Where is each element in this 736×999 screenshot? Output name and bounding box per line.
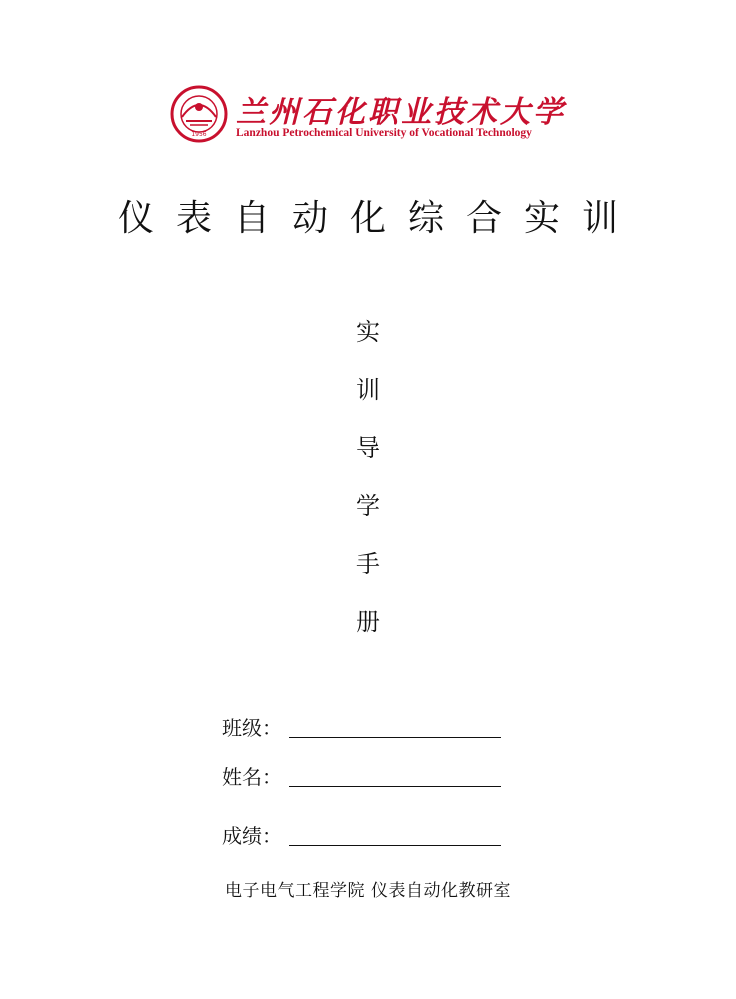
grade-label: 成绩：	[222, 824, 282, 848]
class-label: 班级：	[222, 716, 282, 740]
subtitle-char: 学	[356, 492, 380, 520]
svg-text:1956: 1956	[191, 131, 207, 138]
university-seal-icon	[170, 85, 228, 143]
document-title: 仪表自动化综合实训	[117, 198, 640, 239]
subtitle-char: 册	[356, 608, 380, 636]
grade-field[interactable]	[222, 820, 282, 849]
subtitle-char: 手	[356, 550, 380, 578]
name-blank-line[interactable]	[289, 786, 501, 787]
class-blank-line[interactable]	[289, 737, 501, 738]
name-label: 姓名：	[222, 765, 282, 789]
grade-blank-line[interactable]	[289, 845, 501, 846]
university-name-en: Lanzhou Petrochemical University of Vocational Technology	[236, 127, 532, 139]
name-field[interactable]	[222, 761, 282, 790]
university-header	[170, 85, 570, 147]
university-name-cn: 兰州石化职业技术大学	[236, 95, 566, 130]
department-footer: 电子电气工程学院 仪表自动化教研室	[225, 881, 511, 901]
subtitle-char: 实	[356, 318, 380, 346]
class-field[interactable]	[222, 712, 282, 741]
subtitle-char: 导	[356, 434, 380, 462]
vertical-subtitle	[0, 312, 736, 660]
subtitle-char: 训	[356, 376, 380, 404]
